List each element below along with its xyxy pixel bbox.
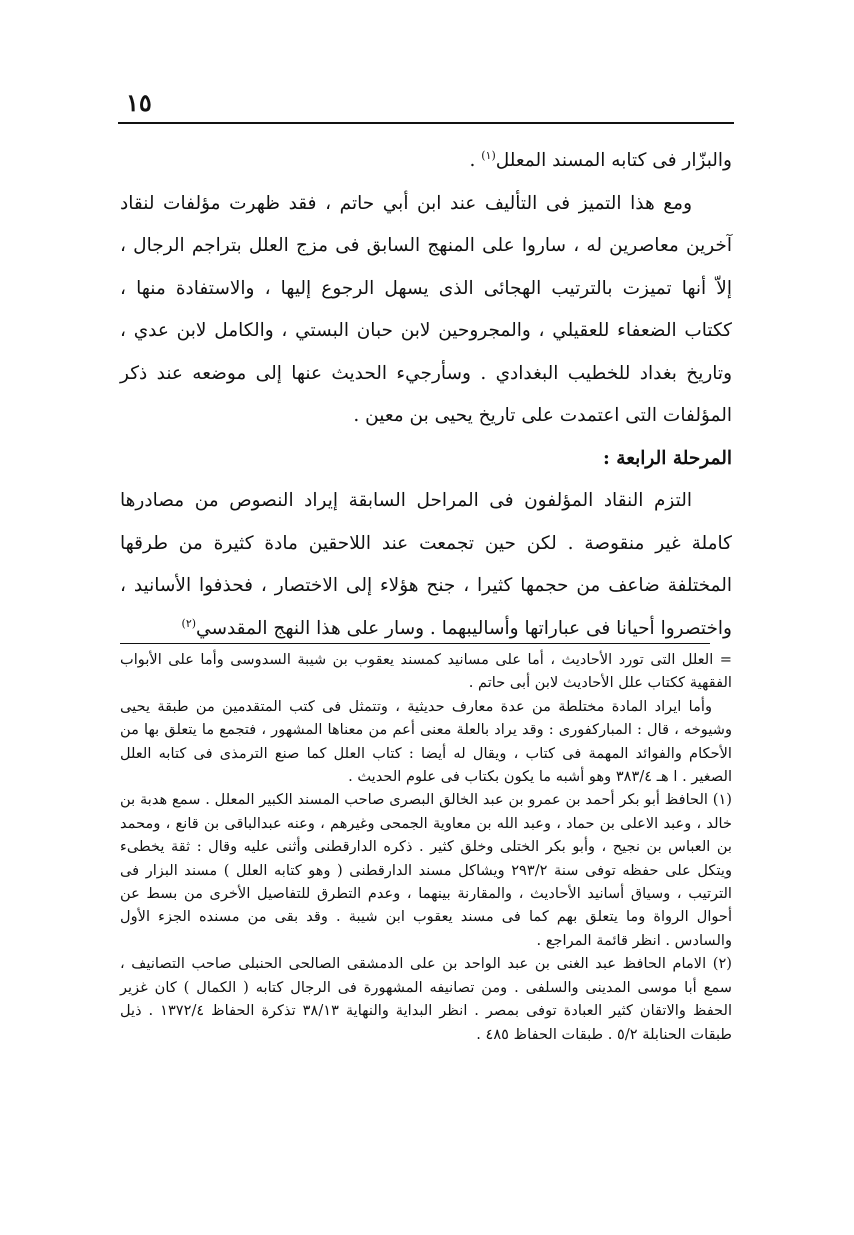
footnote-ref-2: (٢) [181, 616, 197, 630]
footnotes [120, 648, 732, 1046]
page-number: ١٥ [126, 88, 152, 117]
footnote-ref-1: (١) [481, 148, 496, 162]
paragraph-2: ومع هذا التميز فى التأليف عند ابن أبي حاتم ، فقد ظهرت مؤلفات لنقاد آخرين معاصرين له ، ساروا على المنهج السابق فى مزج العلل بتراجم الرجال ، إلاّ أنها تميزت بالترتيب الهجائى الذى يسهل الرجوع إليها ، والاستفادة منها ، ككتاب الضعفاء للعقيلي ، والمجروحين لابن حبان البستي ، والكامل لابن عدي ، وتاريخ بغداد للخطيب البغدادي . وسأرجيء الحديث عنها إلى موضعه عند ذكر المؤلفات التى اعتمدت على تاريخ يحيى بن معين . [120, 192, 732, 426]
footnote-rule [120, 643, 710, 644]
paragraph-1 [120, 140, 732, 183]
section-heading: المرحلة الرابعة : [603, 447, 732, 469]
footnote-1: (١) الحافظ أبو بكر أحمد بن عمرو بن عبد الخالق البصرى صاحب المسند الكبير المعلل . سمع هدبة بن خالد ، وعبد الاعلى بن حماد ، وعبد الله بن معاوية الجمحى وغيرهم ، وعنه عبدالباقى بن قانع ، ومحمد بن العباس بن نجيح ، وأبو بكر الختلى وخلق كثير . ذكره الدارقطنى وأثنى عليه وقال : ثقة يخطىء ويتكل على حفظه توفى سنة ٢٩٣/٢ ويشاكل مسند الدارقطنى ( وهو كتابه العلل ) مسند البزار فى الترتيب ، وسياق أسانيد الأحاديث ، والمقارنة بينهما ، وعدم التطرق للتفاصيل الأخرى من بسط عن أحوال الرواة وما يتعلق بهم كما فى مسند يعقوب ابن شيبة . وقد بقى من مسنده الجزء الأول والسادس . انظر قائمة المراجع . [120, 791, 732, 949]
paragraph-1-tail: . [469, 150, 482, 171]
main-text [120, 140, 732, 650]
footnote-continuation-2: وأما ايراد المادة مختلطة من عدة معارف حديثية ، وتتمثل فى كتب المتقدمين من طبقة يحيى وشيوخه ، قال : المباركفورى : وقد يراد بالعلة معنى أعم من معناها المشهور ، فتجمع ما يتعلق بها من الأحكام والفوائد المهمة فى كتاب ، ويقال له أيضا : كتاب العلل كما صنع الترمذى فى كتابه العلل الصغير . ا هـ ٣٨٣/٤ وهو أشبه ما يكون بكتاب فى علوم الحديث . [120, 697, 732, 786]
footnote-continuation: = العلل التى تورد الأحاديث ، أما على مسانيد كمسند يعقوب بن شيبة السدوسى وأما على الأبواب الفقهية ككتاب علل الأحاديث لابن أبى حاتم . [120, 651, 732, 692]
footnote-2: (٢) الامام الحافظ عبد الغنى بن عبد الواحد بن على الدمشقى الصالحى الحنبلى صاحب التصانيف ، سمع أبا موسى المدينى والسلفى . ومن تصانيفه المشهورة فى الرجال كتابه ( الكمال ) كان غزير الحفظ والاتقان كثير العبادة توفى بمصر . انظر البداية والنهاية ٣٨/١٣ تذكرة الحفاظ ١٣٧٢/٤ . ذيل طبقات الحنابلة ٥/٢ . طبقات الحفاظ ٤٨٥ . [120, 955, 732, 1043]
paragraph-1-text: والبزّار فى كتابه المسند المعلل [495, 150, 732, 171]
paragraph-3 [120, 480, 732, 650]
header-rule [118, 122, 734, 124]
paragraph-3-text: التزم النقاد المؤلفون فى المراحل السابقة إيراد النصوص من مصادرها كاملة غير منقوصة . لكن حين تجمعت عند اللاحقين مادة كثيرة من طرقها المختلفة ضاعف من حجمها كثيرا ، جنح هؤلاء إلى الاختصار ، فحذفوا الأسانيد ، واختصروا أحيانا فى عباراتها وأساليبهما . وسار على هذا النهج المقدسي [120, 490, 732, 639]
